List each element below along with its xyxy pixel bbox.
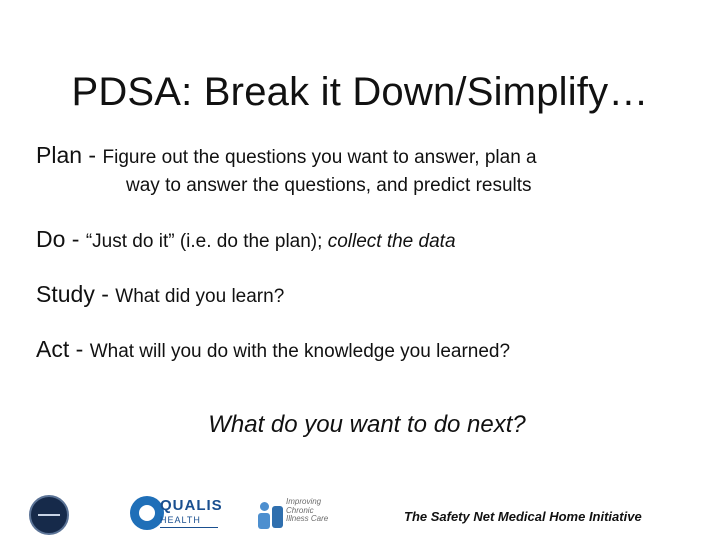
improving-chronic-illness-care-logo xyxy=(258,496,338,536)
step-study-separator: - xyxy=(94,281,116,307)
step-do-term: Do xyxy=(36,226,66,252)
icic-text: Improving Chronic Illness Care xyxy=(286,497,329,523)
qualis-name: QUALIS xyxy=(160,497,223,514)
qualis-q-icon xyxy=(130,496,164,530)
step-study-term: Study xyxy=(36,281,95,307)
icic-mark-icon xyxy=(258,500,284,530)
step-plan xyxy=(36,142,537,169)
step-study xyxy=(36,281,284,308)
step-do-text: “Just do it” (i.e. do the plan); xyxy=(85,231,328,252)
qualis-divider xyxy=(160,527,218,528)
navy-seal-logo xyxy=(29,495,69,535)
step-plan-text: Figure out the questions you want to answer, plan a xyxy=(102,147,537,168)
slide-title: PDSA: Break it Down/Simplify… xyxy=(71,70,649,114)
initiative-credit: The Safety Net Medical Home Initiative xyxy=(404,509,642,524)
step-act-term: Act xyxy=(36,336,70,362)
next-question: What do you want to do next? xyxy=(208,411,526,438)
step-plan-term: Plan xyxy=(36,142,83,168)
step-do-separator: - xyxy=(65,226,86,252)
step-do xyxy=(36,226,456,253)
step-do-text-italic: collect the data xyxy=(327,231,456,252)
qualis-health-logo xyxy=(130,496,223,532)
qualis-sub: HEALTH xyxy=(160,515,201,525)
step-act-separator: - xyxy=(69,336,90,362)
step-plan-text-continued: way to answer the questions, and predict results xyxy=(126,175,532,196)
step-plan-separator: - xyxy=(82,142,103,168)
step-study-text: What did you learn? xyxy=(115,286,285,307)
step-act-text: What will you do with the knowledge you learned? xyxy=(89,341,511,362)
step-act xyxy=(36,336,510,363)
